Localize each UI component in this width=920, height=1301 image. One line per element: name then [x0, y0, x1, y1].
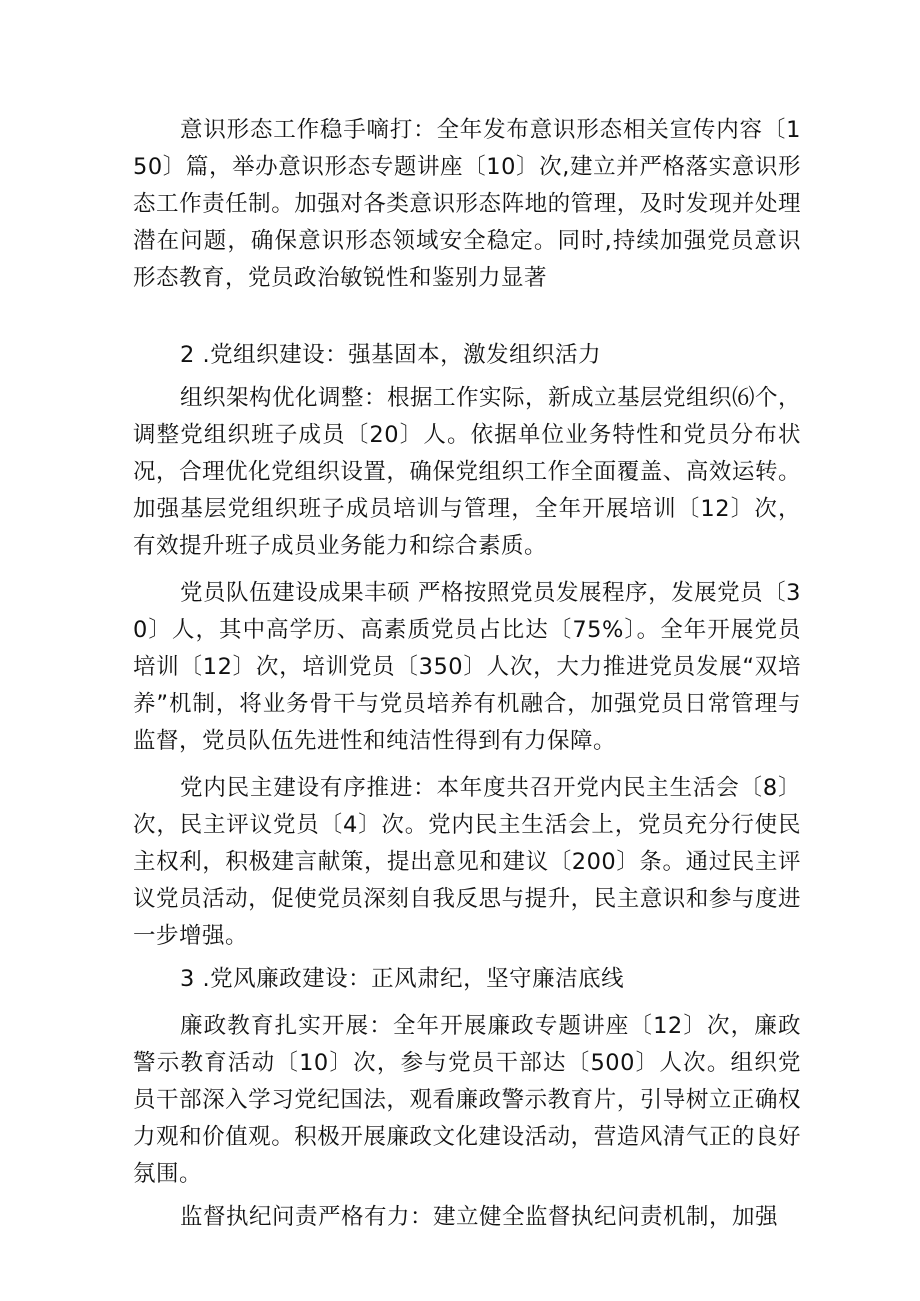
paragraph-supervision-accountability: 监督执纪问责严格有力：建立健全监督执纪问责机制，加强	[180, 1204, 779, 1230]
paragraph-organization-structure: 组织架构优化调整：根据工作实际，新成立基层党组织⑹个，调整党组织班子成员〔20〕人。依据单位业务特性和党员分布状况，合理优化党组织设置，确保党组织工作全面覆盖、高效运转。加强基层党组织班子成员培训与管理，全年开展培训〔12〕次，有效提升班子成员业务能力和综合素质。	[133, 385, 802, 559]
section-heading-party-organization: 2 .党组织建设：强基固本，激发组织活力	[180, 342, 602, 368]
section-heading-clean-governance: 3 .党风廉政建设：正风肃纪，坚守廉洁底线	[180, 966, 625, 992]
paragraph-member-team-building: 党员队伍建设成果丰硕 严格按照党员发展程序，发展党员〔30〕人，其中高学历、高素质党员占比达〔75%〕。全年开展党员培训〔12〕次，培训党员〔350〕人次，大力推进党员发展“双培养”机制，将业务骨干与党员培养有机融合，加强党员日常管理与监督，党员队伍先进性和纯洁性得到有力保障。	[133, 580, 801, 754]
paragraph-inner-party-democracy: 党内民主建设有序推进：本年度共召开党内民主生活会〔8〕次，民主评议党员〔4〕次。党内民主生活会上，党员充分行使民主权利，积极建言献策，提出意见和建议〔200〕条。通过民主评议党员活动，促使党员深刻自我反思与提升，民主意识和参与度进一步增强。	[133, 775, 801, 949]
spacer	[133, 565, 801, 575]
spacer	[133, 297, 801, 337]
spacer	[133, 998, 801, 1008]
paragraph-ideology-work: 意识形态工作稳手嘀打：全年发布意识形态相关宣传内容〔150〕篇，举办意识形态专题讲座〔10〕次,建立并严格落实意识形态工作责任制。加强对各类意识形态阵地的管理，及时发现并处理潜在问题，确保意识形态领域安全稳定。同时,持续加强党员意识形态教育，党员政治敏锐性和鉴别力显著	[133, 117, 801, 291]
spacer	[133, 760, 801, 770]
document-page	[133, 112, 801, 1236]
paragraph-integrity-education: 廉政教育扎实开展：全年开展廉政专题讲座〔12〕次，廉政警示教育活动〔10〕次，参与党员干部达〔500〕人次。组织党员干部深入学习党纪国法，观看廉政警示教育片，引导树立正确权力观和价值观。积极开展廉政文化建设活动，营造风清气正的良好氛围。	[133, 1013, 801, 1187]
